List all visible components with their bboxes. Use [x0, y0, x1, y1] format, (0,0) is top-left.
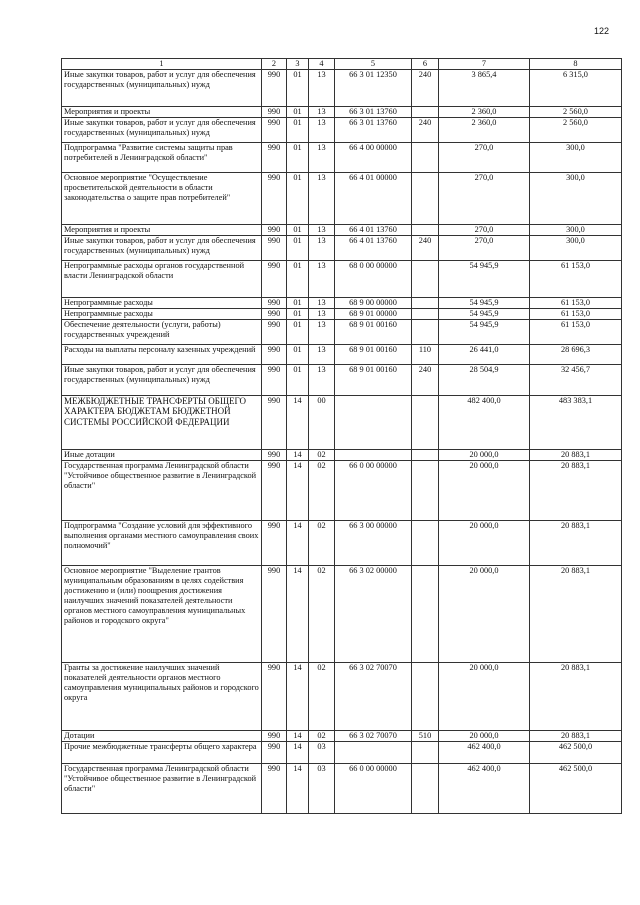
row-sum-year1: 20 000,0 [439, 460, 530, 520]
row-name: Гранты за достижение наилучших значений показателей деятельности органов местного самоуправления муниципальных районов и городского округа [62, 662, 262, 730]
row-sum-year2: 483 383,1 [530, 395, 622, 449]
row-name: Непрограммные расходы органов государственной власти Ленинградской области [62, 260, 262, 297]
row-target-article: 66 3 01 12350 [335, 70, 412, 107]
row-target-article: 68 9 01 00160 [335, 344, 412, 364]
row-section: 14 [287, 763, 309, 813]
row-sum-year2: 20 883,1 [530, 520, 622, 565]
row-sum-year2: 300,0 [530, 142, 622, 172]
table-row [62, 460, 622, 520]
row-subsection: 13 [309, 235, 335, 260]
row-sum-year2: 20 883,1 [530, 460, 622, 520]
table-body [62, 70, 622, 814]
row-expense-type [412, 319, 439, 344]
row-grbs: 990 [262, 730, 287, 741]
row-sum-year2: 20 883,1 [530, 662, 622, 730]
row-sum-year2: 2 560,0 [530, 107, 622, 118]
row-name: Непрограммные расходы [62, 308, 262, 319]
row-expense-type: 510 [412, 730, 439, 741]
table-row [62, 319, 622, 344]
table-row [62, 70, 622, 107]
row-sum-year1: 54 945,9 [439, 297, 530, 308]
row-name: Прочие межбюджетные трансферты общего характера [62, 741, 262, 763]
row-subsection: 13 [309, 319, 335, 344]
row-expense-type [412, 395, 439, 449]
table-row [62, 308, 622, 319]
row-grbs: 990 [262, 107, 287, 118]
row-grbs: 990 [262, 260, 287, 297]
row-sum-year2: 300,0 [530, 224, 622, 235]
row-sum-year1: 462 400,0 [439, 741, 530, 763]
row-subsection: 03 [309, 741, 335, 763]
row-target-article: 68 9 01 00160 [335, 319, 412, 344]
row-expense-type [412, 297, 439, 308]
row-grbs: 990 [262, 662, 287, 730]
row-sum-year1: 482 400,0 [439, 395, 530, 449]
row-name: Государственная программа Ленинградской области "Устойчивое общественное развитие в Ленинградской области" [62, 763, 262, 813]
row-section: 01 [287, 172, 309, 224]
row-subsection: 13 [309, 117, 335, 142]
row-subsection: 13 [309, 70, 335, 107]
row-section: 01 [287, 70, 309, 107]
row-grbs: 990 [262, 297, 287, 308]
row-grbs: 990 [262, 741, 287, 763]
row-subsection: 13 [309, 308, 335, 319]
table-row [62, 395, 622, 449]
row-expense-type [412, 260, 439, 297]
row-sum-year1: 2 360,0 [439, 117, 530, 142]
row-grbs: 990 [262, 319, 287, 344]
page-number: 122 [593, 26, 609, 36]
row-target-article: 66 3 02 70070 [335, 662, 412, 730]
row-sum-year2: 20 883,1 [530, 449, 622, 460]
row-sum-year1: 20 000,0 [439, 449, 530, 460]
column-header: 6 [412, 59, 439, 70]
table-row [62, 344, 622, 364]
row-target-article [335, 395, 412, 449]
column-header: 8 [530, 59, 622, 70]
row-sum-year1: 462 400,0 [439, 763, 530, 813]
row-sum-year2: 20 883,1 [530, 730, 622, 741]
row-expense-type: 240 [412, 70, 439, 107]
table-row [62, 235, 622, 260]
row-subsection: 00 [309, 395, 335, 449]
row-sum-year2: 2 560,0 [530, 117, 622, 142]
row-grbs: 990 [262, 308, 287, 319]
row-sum-year1: 270,0 [439, 142, 530, 172]
column-header: 3 [287, 59, 309, 70]
row-section: 01 [287, 308, 309, 319]
row-grbs: 990 [262, 460, 287, 520]
row-name: Расходы на выплаты персоналу казенных учреждений [62, 344, 262, 364]
row-name: Иные закупки товаров, работ и услуг для обеспечения государственных (муниципальных) нужд [62, 235, 262, 260]
table-row [62, 142, 622, 172]
row-sum-year2: 32 456,7 [530, 364, 622, 395]
row-grbs: 990 [262, 449, 287, 460]
row-name: Иные дотации [62, 449, 262, 460]
row-subsection: 02 [309, 565, 335, 662]
row-target-article: 66 4 01 13760 [335, 224, 412, 235]
row-section: 01 [287, 364, 309, 395]
row-sum-year2: 20 883,1 [530, 565, 622, 662]
row-section: 14 [287, 565, 309, 662]
row-section: 01 [287, 107, 309, 118]
table-row [62, 565, 622, 662]
row-section: 01 [287, 117, 309, 142]
row-expense-type: 240 [412, 364, 439, 395]
row-expense-type [412, 662, 439, 730]
row-sum-year2: 462 500,0 [530, 741, 622, 763]
table-row [62, 741, 622, 763]
row-subsection: 13 [309, 260, 335, 297]
row-target-article [335, 741, 412, 763]
row-expense-type: 240 [412, 117, 439, 142]
row-target-article: 66 4 01 00000 [335, 172, 412, 224]
row-section: 14 [287, 449, 309, 460]
row-subsection: 13 [309, 297, 335, 308]
table-row [62, 763, 622, 813]
row-target-article: 66 3 01 13760 [335, 117, 412, 142]
column-header: 1 [62, 59, 262, 70]
row-expense-type [412, 763, 439, 813]
row-sum-year2: 300,0 [530, 172, 622, 224]
row-name: Непрограммные расходы [62, 297, 262, 308]
row-name: Мероприятия и проекты [62, 224, 262, 235]
row-name: Подпрограмма "Развитие системы защиты прав потребителей в Ленинградской области" [62, 142, 262, 172]
row-section: 14 [287, 520, 309, 565]
row-name: Дотации [62, 730, 262, 741]
row-subsection: 13 [309, 344, 335, 364]
row-sum-year1: 20 000,0 [439, 730, 530, 741]
row-subsection: 13 [309, 224, 335, 235]
row-sum-year1: 28 504,9 [439, 364, 530, 395]
row-target-article: 66 3 02 70070 [335, 730, 412, 741]
row-expense-type: 240 [412, 235, 439, 260]
row-grbs: 990 [262, 235, 287, 260]
row-name: МЕЖБЮДЖЕТНЫЕ ТРАНСФЕРТЫ ОБЩЕГО ХАРАКТЕРА БЮДЖЕТАМ БЮДЖЕТНОЙ СИСТЕМЫ РОССИЙСКОЙ ФЕДЕРАЦИИ [62, 395, 262, 449]
row-section: 01 [287, 344, 309, 364]
row-grbs: 990 [262, 344, 287, 364]
table-row [62, 449, 622, 460]
row-section: 01 [287, 260, 309, 297]
table-row [62, 520, 622, 565]
table-row [62, 172, 622, 224]
row-section: 14 [287, 741, 309, 763]
row-sum-year2: 61 153,0 [530, 308, 622, 319]
column-header: 5 [335, 59, 412, 70]
column-number-row [62, 59, 622, 70]
row-sum-year1: 270,0 [439, 224, 530, 235]
row-name: Государственная программа Ленинградской области "Устойчивое общественное развитие в Ленинградской области" [62, 460, 262, 520]
table-row [62, 364, 622, 395]
row-grbs: 990 [262, 520, 287, 565]
row-expense-type [412, 142, 439, 172]
row-sum-year2: 61 153,0 [530, 319, 622, 344]
row-sum-year2: 61 153,0 [530, 297, 622, 308]
row-grbs: 990 [262, 364, 287, 395]
table-row [62, 730, 622, 741]
row-subsection: 02 [309, 520, 335, 565]
row-sum-year2: 28 696,3 [530, 344, 622, 364]
row-name: Подпрограмма "Создание условий для эффективного выполнения органами местного самоуправления своих полномочий" [62, 520, 262, 565]
row-expense-type [412, 520, 439, 565]
row-section: 01 [287, 142, 309, 172]
table-row [62, 662, 622, 730]
row-grbs: 990 [262, 565, 287, 662]
row-target-article: 66 0 00 00000 [335, 460, 412, 520]
row-name: Мероприятия и проекты [62, 107, 262, 118]
row-name: Основное мероприятие "Осуществление просветительской деятельности в области законодательства о защите прав потребителей" [62, 172, 262, 224]
row-subsection: 02 [309, 662, 335, 730]
row-name: Иные закупки товаров, работ и услуг для обеспечения государственных (муниципальных) нужд [62, 70, 262, 107]
row-target-article: 68 9 01 00000 [335, 308, 412, 319]
row-subsection: 02 [309, 449, 335, 460]
row-target-article: 66 3 00 00000 [335, 520, 412, 565]
row-expense-type [412, 107, 439, 118]
row-subsection: 13 [309, 364, 335, 395]
table-row [62, 297, 622, 308]
row-grbs: 990 [262, 395, 287, 449]
row-target-article: 68 9 00 00000 [335, 297, 412, 308]
row-target-article: 66 4 01 13760 [335, 235, 412, 260]
row-section: 14 [287, 730, 309, 741]
row-grbs: 990 [262, 142, 287, 172]
row-section: 01 [287, 224, 309, 235]
row-subsection: 02 [309, 730, 335, 741]
row-section: 14 [287, 395, 309, 449]
row-target-article: 68 9 01 00160 [335, 364, 412, 395]
table-row [62, 117, 622, 142]
row-target-article: 66 0 00 00000 [335, 763, 412, 813]
column-header: 4 [309, 59, 335, 70]
row-subsection: 13 [309, 172, 335, 224]
row-sum-year1: 54 945,9 [439, 319, 530, 344]
row-name: Иные закупки товаров, работ и услуг для обеспечения государственных (муниципальных) нужд [62, 364, 262, 395]
row-expense-type [412, 308, 439, 319]
row-expense-type [412, 449, 439, 460]
row-sum-year1: 2 360,0 [439, 107, 530, 118]
column-header: 7 [439, 59, 530, 70]
row-sum-year1: 54 945,9 [439, 308, 530, 319]
row-section: 01 [287, 235, 309, 260]
row-target-article: 66 4 00 00000 [335, 142, 412, 172]
row-expense-type [412, 565, 439, 662]
row-target-article: 68 0 00 00000 [335, 260, 412, 297]
row-target-article: 66 3 02 00000 [335, 565, 412, 662]
row-sum-year1: 54 945,9 [439, 260, 530, 297]
row-name: Основное мероприятие "Выделение грантов муниципальным образованиям в целях содействия достижению и (или) поощрения достижения наилучших значений показателей деятельности органов местного самоуправления муниципальных районов и городского округа" [62, 565, 262, 662]
table-row [62, 224, 622, 235]
row-sum-year2: 6 315,0 [530, 70, 622, 107]
row-section: 14 [287, 460, 309, 520]
row-target-article [335, 449, 412, 460]
row-sum-year1: 270,0 [439, 235, 530, 260]
row-expense-type [412, 224, 439, 235]
row-subsection: 03 [309, 763, 335, 813]
row-grbs: 990 [262, 70, 287, 107]
row-sum-year1: 26 441,0 [439, 344, 530, 364]
row-sum-year1: 20 000,0 [439, 565, 530, 662]
row-section: 01 [287, 297, 309, 308]
row-grbs: 990 [262, 172, 287, 224]
row-expense-type [412, 172, 439, 224]
row-grbs: 990 [262, 224, 287, 235]
row-section: 14 [287, 662, 309, 730]
row-name: Обеспечение деятельности (услуги, работы) государственных учреждений [62, 319, 262, 344]
row-grbs: 990 [262, 117, 287, 142]
row-name: Иные закупки товаров, работ и услуг для обеспечения государственных (муниципальных) нужд [62, 117, 262, 142]
budget-table [61, 58, 622, 814]
table-row [62, 260, 622, 297]
row-sum-year1: 270,0 [439, 172, 530, 224]
row-subsection: 02 [309, 460, 335, 520]
row-sum-year2: 300,0 [530, 235, 622, 260]
row-expense-type: 110 [412, 344, 439, 364]
row-grbs: 990 [262, 763, 287, 813]
column-header: 2 [262, 59, 287, 70]
row-expense-type [412, 460, 439, 520]
row-sum-year1: 20 000,0 [439, 520, 530, 565]
row-sum-year2: 61 153,0 [530, 260, 622, 297]
row-sum-year1: 3 865,4 [439, 70, 530, 107]
row-target-article: 66 3 01 13760 [335, 107, 412, 118]
row-sum-year2: 462 500,0 [530, 763, 622, 813]
row-section: 01 [287, 319, 309, 344]
row-sum-year1: 20 000,0 [439, 662, 530, 730]
row-expense-type [412, 741, 439, 763]
table-row [62, 107, 622, 118]
row-subsection: 13 [309, 107, 335, 118]
row-subsection: 13 [309, 142, 335, 172]
